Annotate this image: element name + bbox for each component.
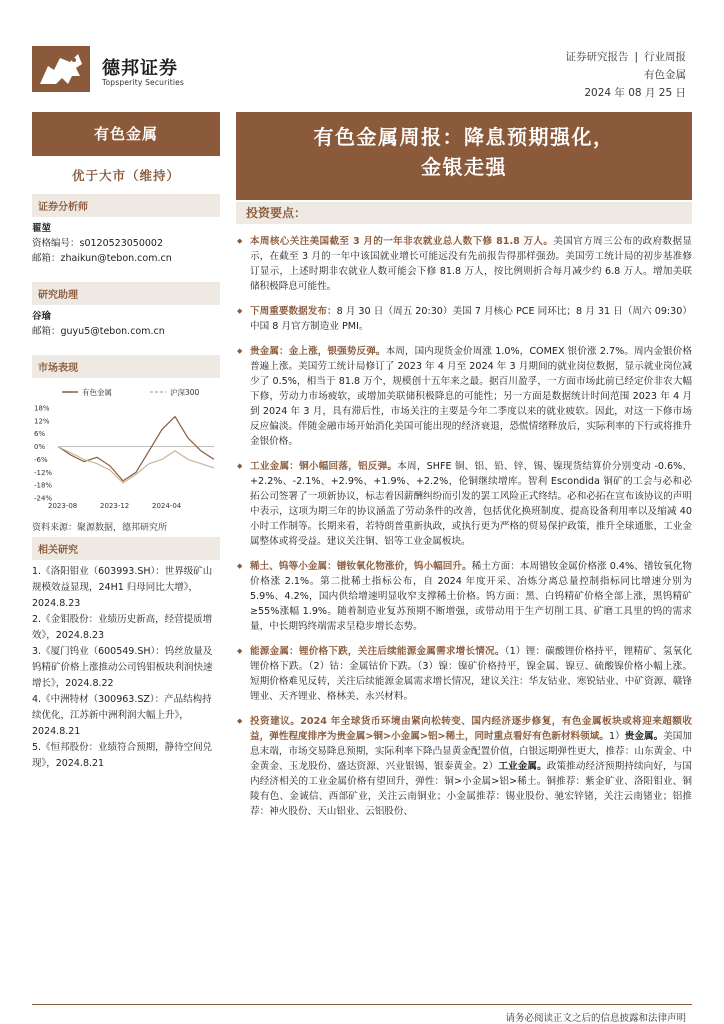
- chart-source: 资料来源：聚源数据，德邦研究所: [32, 523, 168, 533]
- y-tick-label: -12%: [34, 468, 53, 477]
- key-point: [236, 644, 692, 704]
- key-point-lead: 工业金属：铜小幅回落，铝反弹。: [250, 461, 398, 472]
- key-point-body: 稀土方面：本周镨钕金属价格涨 0.4%、镨钕氧化物价格涨 2.1%。第二批稀土指标公布，自 2024 年度开采、冶炼分离总量控制指标同比增速分别为 5.9%、4.2%，国内供给增速明显收窄支撑稀土价格。钨方面：黑、白钨精矿价格全部上涨，黑钨精矿≥55%涨幅 1.9%。随着制造业复苏预期不断增强，或带动用于生产切削工具、矿磨工具里的钨的需求量，中长期钨终端需求呈稳步增长态势。: [250, 561, 692, 632]
- key-point: [236, 714, 692, 819]
- key-point-body: 美国官方周三公布的政府数据显示，在截至 3 月的一年中该国就业增长可能远没有先前报告得那样强劲。美国劳工统计局的初步基准修订显示，上述时期非农就业人数可能会下修 81.8 万人，按比例则折合每月减少约 6.8 万人。增加美联储积极降息可能性。: [250, 236, 692, 292]
- report-kind: 行业周报: [644, 51, 686, 63]
- legend-label: 沪深300: [170, 388, 200, 397]
- key-point-body: （1）锂：碳酸锂价格持平，锂精矿、氢氧化锂价格下跌。（2）钴：金属钴价下跌。（3）镍：镍矿价格持平，镍金属、镍豆、硫酸镍价格小幅上涨。短期价格难见反转，关注后续能源金属需求增长情况，建议关注：华友钴业、寒锐钴业、中矿资源、赣锋锂业、天齐锂业、格林美、永兴材料。: [250, 646, 692, 702]
- analyst-info: [32, 221, 220, 266]
- key-point-body-part: 美国加息末端，市场交易降息预期，实际利率下降凸显黄金配置价值，白银远期弹性更大，推荐：山东黄金、中金黄金、玉龙股份、盛达资源、兴业银锡、银泰黄金。2）: [250, 731, 693, 772]
- related-research-item: 5.《恒邦股份：业绩符合预期，静待空间兑现》，2024.8.21: [32, 742, 213, 769]
- y-tick-label: -6%: [34, 455, 48, 464]
- key-point: [236, 344, 692, 449]
- title-line-1: 有色金属周报：降息预期强化，: [313, 125, 615, 149]
- sector-label: 有色金属: [32, 112, 220, 156]
- brand-name-en: Topsperity Securities: [102, 78, 185, 87]
- key-point-body: 8 月 30 日（周五 20:30）美国 7 月核心 PCE 同环比；8 月 31 日（周六 09:30）中国 8 月官方制造业 PMI。: [250, 306, 692, 332]
- brand-logo: [32, 44, 212, 100]
- analyst-section-heading: 证券分析师: [32, 194, 220, 217]
- related-research-item: 2.《金钼股份：业绩历史新高，经营提质增效》，2024.8.23: [32, 614, 213, 641]
- market-performance-chart: [32, 382, 220, 512]
- key-point-lead: 下周重要数据发布：: [250, 306, 337, 317]
- key-point-body-part: 贵金属。: [624, 731, 664, 742]
- x-tick-label: 2024-04: [152, 502, 182, 510]
- report-date: 2024 年 08 月 25 日: [584, 87, 686, 99]
- report-sector: 有色金属: [644, 69, 686, 81]
- y-tick-label: 0%: [34, 443, 46, 452]
- y-tick-label: 6%: [34, 430, 46, 439]
- key-point-body: 本周，国内现货金价周涨 1.0%，COMEX 银价涨 2.7%。周内金银价格普遍上涨。美国劳工统计局修订了 2023 年 4 月至 2024 年 3 月期间的就业岗位数据，显示就业岗位减少了 0.5%，相当于 81.8 万个，规模创十五年来之最。据百川盈孚，一方面市场此前已经定价非农大幅下修，劳动力市场疲软，或增加美联储积极降息的可能性；另一方面是数据统计时间范围 2023 年 4 月到 2024 年 3 月，具有滞后性，市场关注的主要是今年二季度以来的就业疲软。因此，对这一下修市场反应偏淡。伴随金融市场开始消化美国可能出现的经济衰退，恐慌情绪释放后，实际利率的下行或将推升金银价格。: [250, 346, 692, 447]
- y-tick-label: 12%: [34, 417, 50, 426]
- legend-label: 有色金属: [82, 388, 112, 397]
- assistant-info: [32, 309, 220, 339]
- brand-name-cn: 德邦证券: [102, 58, 178, 79]
- key-points-heading: 投资要点：: [236, 202, 692, 224]
- report-title: [236, 112, 692, 200]
- key-point-body-part: 工业金属。: [498, 761, 547, 772]
- assistant-name: 谷瑜: [32, 311, 52, 322]
- key-point-lead: 稀土、钨等小金属：镨钕氧化物涨价，钨小幅回升。: [250, 561, 472, 572]
- related-research-item: 3.《厦门钨业（600549.SH）：钨丝放量及钨精矿价格上涨推动公司钨钼板块利润快速增长》，2024.8.22: [32, 646, 213, 689]
- meta-separator: |: [634, 51, 638, 63]
- sidebar: [32, 112, 220, 772]
- key-point: [236, 559, 692, 634]
- footer-disclaimer: 请务必阅读正文之后的信息披露和法律声明: [505, 1013, 686, 1024]
- report-type-line: [565, 48, 686, 66]
- related-research-item: 4.《中洲特材（300963.SZ）：产品结构持续优化，江苏新中洲利润大幅上升》，2024.8.21: [32, 694, 212, 737]
- key-point-lead: 本周核心关注美国截至 3 月的一年非农就业总人数下修 81.8 万人。: [250, 236, 554, 247]
- key-point-body-part: 1）: [609, 731, 625, 742]
- x-tick-label: 2023-12: [100, 502, 130, 510]
- series-line: [58, 417, 214, 481]
- key-point-body-part: 政策推动经济预期持续向好，与国内经济相关的工业金属价格有望回升，弹性：铜>小金属>铝>稀土。铜推荐：紫金矿业、洛阳钼业、铜陵有色、金诚信、西部矿业，关注云南铜业；小金属推荐：锡业股份、驰宏锌锗，关注云南锗业；铝推荐：神火股份、天山铝业、云铝股份、: [250, 761, 693, 817]
- key-point: [236, 459, 692, 549]
- key-point-body: 本周，SHFE 铜、铝、铅、锌、锡、镍现货结算价分别变动 -0.6%、+2.2%、-2.1%、+2.9%、+1.9%、+2.2%，伦铜继续增库。智利 Escondida 铜矿的工会与必和必拓公司签署了一项新协议，标志着因薪酬纠纷而引发的罢工风险正式终结。必和必拓在宣布该协议的声明中表示，这项为期三年的协议涵盖了劳动条件的改善，包括优化换班制度、提高设备利用率以及缩减 40 小时工作制等。长期来看，若特朗普重新执政，或执行更为严格的贸易保护政策，推升全球通胀，工业金属整体或将受益。建议关注铜、铝等工业金属板块。: [250, 461, 693, 547]
- title-line-2: 金银走强: [421, 155, 507, 179]
- key-points-list: [236, 234, 692, 829]
- key-point-lead: 贵金属：金上涨，银强势反弹。: [250, 346, 386, 357]
- analyst-cert: 资格编号：s0120523050002: [32, 238, 164, 249]
- footer-divider: [32, 1004, 692, 1005]
- market-section-heading: 市场表现: [32, 355, 220, 378]
- x-tick-label: 2023-08: [48, 502, 78, 510]
- key-point-lead: 能源金属：锂价格下跌，关注后续能源金属需求增长情况。: [250, 646, 505, 657]
- y-tick-label: 18%: [34, 404, 50, 413]
- related-research-item: 1.《洛阳钼业（603993.SH）：世界级矿山规模效益显现，24H1 归母同比大增》，2024.8.23: [32, 566, 213, 609]
- report-type: 证券研究报告: [565, 51, 629, 63]
- assistant-section-heading: 研究助理: [32, 282, 220, 305]
- y-tick-label: -18%: [34, 481, 53, 490]
- key-point: [236, 304, 692, 334]
- y-tick-label: -24%: [34, 494, 53, 503]
- key-point-lead: 投资建议。2024 年全球货币环境由紧向松转变、国内经济逐步修复，有色金属板块或将迎来超额收益，弹性程度排序为贵金属>铜>小金属>铝>稀土，同时重点看好有色新材料领域。: [250, 716, 692, 742]
- series-line: [58, 447, 214, 483]
- assistant-email: 邮箱：guyu5@tebon.com.cn: [32, 326, 165, 337]
- related-section-heading: 相关研究: [32, 537, 220, 560]
- report-meta: [565, 48, 686, 102]
- analyst-email: 邮箱：zhaikun@tebon.com.cn: [32, 253, 172, 264]
- rating-label: 优于大市（维持）: [71, 168, 180, 183]
- analyst-name: 翟堃: [32, 223, 52, 234]
- bull-logo-icon: [32, 46, 90, 92]
- related-research-list: [32, 564, 220, 772]
- key-point: [236, 234, 692, 294]
